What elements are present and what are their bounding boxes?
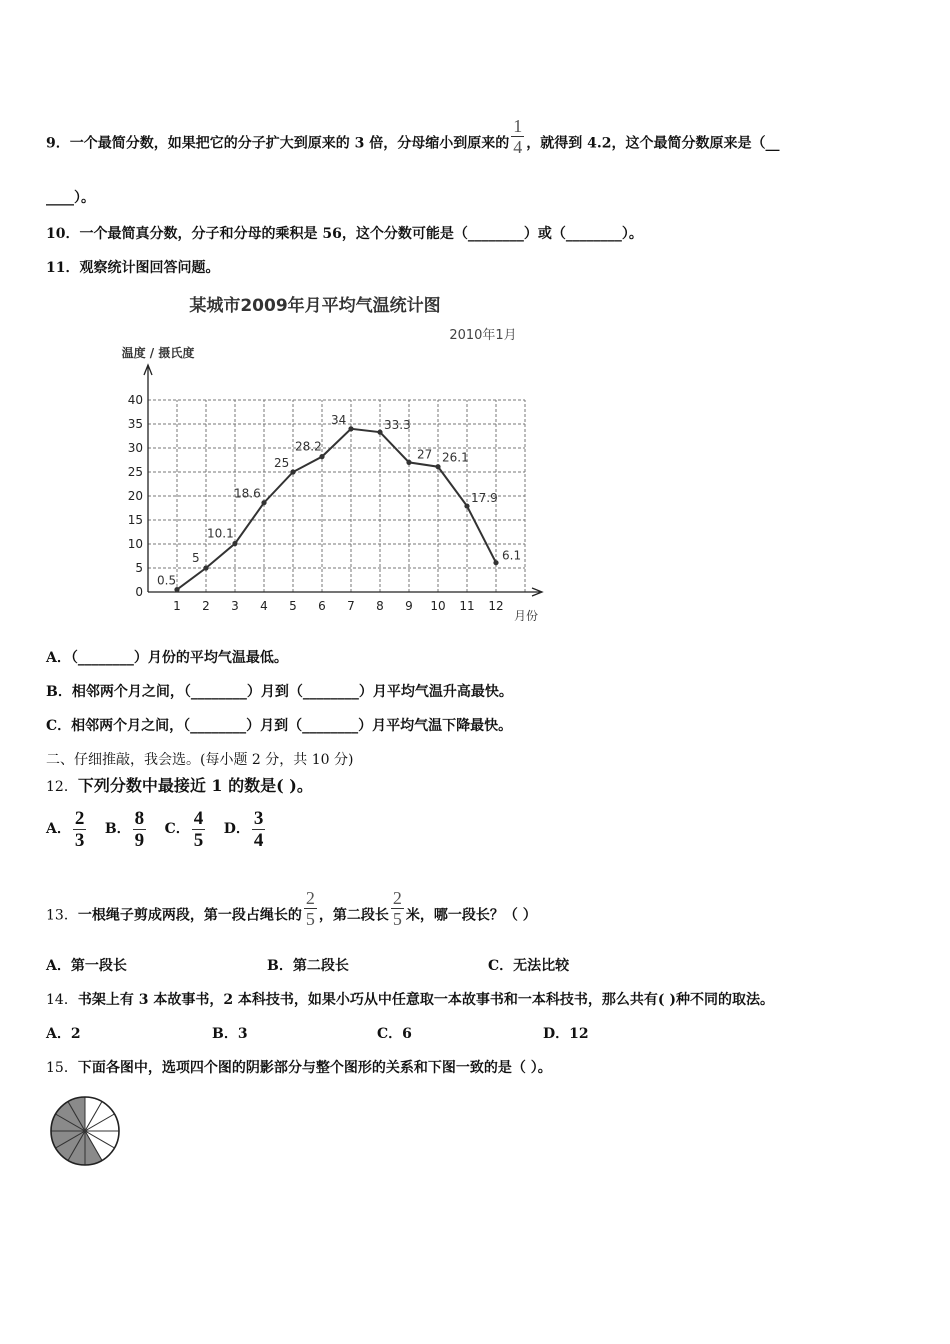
chart-series	[157, 413, 521, 592]
q14-option-b: B．3	[212, 1026, 248, 1042]
fraction	[252, 809, 266, 850]
data-label: 6.1	[502, 548, 522, 563]
question-14	[46, 990, 774, 1010]
question-9	[46, 116, 780, 163]
y-tick-label: 40	[127, 393, 143, 407]
option-label: A．	[46, 821, 71, 837]
data-label: 18.6	[234, 486, 261, 501]
question-text: 一个最简分数，如果把它的分子扩大到原来的 3 倍，分母缩小到原来的	[69, 135, 510, 152]
q13-option-c: C．无法比较	[488, 958, 570, 974]
question-13	[46, 888, 537, 935]
x-tick-label: 11	[459, 599, 475, 613]
question-12	[46, 775, 313, 798]
temperature-line-chart	[100, 285, 560, 630]
x-tick-label: 7	[347, 599, 355, 613]
question-text: 观察统计图回答问题。	[79, 260, 220, 276]
fraction-denominator: 3	[74, 829, 85, 851]
fraction-denominator: 9	[134, 829, 145, 851]
q14-option-a: A．2	[46, 1026, 81, 1042]
q14-option-d: D．12	[543, 1026, 589, 1042]
y-axis-label: 温度 / 摄氏度	[121, 346, 195, 360]
x-tick-label: 1	[173, 599, 181, 613]
option-label: C．	[164, 821, 190, 837]
x-tick-label: 4	[260, 599, 268, 613]
data-point	[406, 460, 411, 465]
q12-option-d	[224, 806, 268, 852]
data-label: 33.3	[384, 418, 411, 433]
fraction-denominator: 4	[253, 829, 264, 851]
fraction	[391, 889, 404, 928]
y-tick-label: 10	[127, 537, 143, 551]
question-11	[46, 258, 219, 278]
x-tick-label: 8	[376, 599, 384, 613]
y-tick-label: 5	[135, 561, 143, 575]
y-tick-label: 30	[127, 441, 143, 455]
question-text: ，就得到 4.2，这个最简分数原来是（__	[526, 135, 780, 152]
q11-option-b: B．相邻两个月之间，（________）月到（________）月平均气温升高最快。	[46, 684, 513, 700]
data-point	[377, 430, 382, 435]
data-label: 27	[417, 447, 433, 462]
data-point	[261, 500, 266, 505]
data-label: 10.1	[207, 526, 234, 541]
data-label: 26.1	[442, 450, 469, 465]
fraction-numerator: 2	[305, 888, 315, 908]
chart-title: 某城市2009年月平均气温统计图	[189, 296, 441, 316]
data-label: 28.2	[295, 439, 322, 454]
q12-option-c	[165, 806, 208, 852]
fraction-denominator: 5	[392, 909, 402, 929]
fraction-numerator: 2	[74, 807, 85, 829]
data-label: 0.5	[157, 573, 177, 588]
x-tick-label: 6	[318, 599, 326, 613]
q12-option-a	[46, 806, 88, 852]
data-point	[435, 464, 440, 469]
q13-option-b: B．第二段长	[267, 958, 349, 974]
x-tick-label: 5	[289, 599, 297, 613]
y-tick-label: 15	[127, 513, 143, 527]
question-text: 一根绳子剪成两段，第一段占绳长的	[77, 907, 302, 924]
data-label: 17.9	[471, 491, 498, 506]
q11-option-a: A．（________）月份的平均气温最低。	[46, 650, 288, 666]
x-tick-label: 3	[231, 599, 239, 613]
fraction-numerator: 3	[253, 807, 264, 829]
option-label: B．	[104, 821, 131, 837]
data-point	[464, 503, 469, 508]
q13-option-a: A．第一段长	[46, 958, 127, 974]
y-tick-label: 20	[127, 489, 143, 503]
x-tick-label: 10	[430, 599, 446, 613]
x-tick-label: 12	[488, 599, 504, 613]
question-number: 13．	[46, 907, 78, 924]
q11-option-c: C．相邻两个月之间，（________）月到（________）月平均气温下降最快。	[46, 718, 513, 734]
y-tick-label: 35	[127, 417, 143, 431]
question-number: 9．	[46, 135, 70, 152]
fraction-numerator: 2	[392, 888, 402, 908]
question-text: 一个最简真分数，分子和分母的乘积是 56，这个分数可能是（________）或（________）。	[79, 226, 643, 242]
x-axis-label: 月份	[513, 609, 539, 623]
fraction-denominator: 5	[305, 909, 315, 929]
chart-subtitle: 2010年1月	[449, 328, 517, 343]
question-15	[46, 1058, 552, 1078]
fraction-numerator: 4	[193, 807, 204, 829]
data-point	[290, 469, 295, 474]
fraction	[133, 809, 147, 850]
question-number: 12．	[46, 779, 78, 795]
x-tick-label: 2	[202, 599, 210, 613]
y-tick-label: 25	[127, 465, 143, 479]
data-point	[319, 454, 324, 459]
question-text: 书架上有 3 本故事书，2 本科技书，如果小巧从中任意取一本故事书和一本科技书，那么共有( )种不同的取法。	[77, 992, 775, 1008]
chart-grid	[148, 400, 525, 592]
fraction-denominator: 5	[193, 829, 204, 851]
fraction-denominator: 4	[513, 137, 523, 157]
data-point	[232, 541, 237, 546]
fraction-numerator: 8	[134, 807, 145, 829]
data-label: 25	[274, 456, 290, 470]
data-point	[203, 565, 208, 570]
fraction	[192, 809, 206, 850]
fraction-numerator: 1	[513, 116, 523, 136]
shaded-circle-figure	[48, 1094, 122, 1168]
question-number: 15．	[46, 1060, 78, 1076]
y-tick-label: 0	[135, 585, 143, 599]
question-text: ，第二段长	[318, 907, 389, 924]
question-9-continued: ____）。	[46, 190, 95, 206]
fraction	[511, 117, 524, 156]
chart-tick-labels	[128, 393, 504, 613]
q14-option-c: C．6	[377, 1026, 412, 1042]
question-10	[46, 224, 643, 244]
x-tick-label: 9	[405, 599, 413, 613]
data-point	[174, 587, 179, 592]
data-label: 34	[331, 412, 347, 427]
q12-options	[46, 806, 279, 852]
data-label: 5	[192, 551, 200, 565]
section-2-heading: 二、仔细推敲，我会选。(每小题 2 分，共 10 分)	[46, 752, 354, 768]
fraction	[73, 809, 87, 850]
option-label: D．	[223, 821, 250, 837]
question-number: 11．	[46, 260, 80, 276]
fraction	[304, 889, 317, 928]
q12-option-b	[105, 806, 148, 852]
question-text: 米，哪一段长？（ ）	[405, 907, 537, 924]
question-number: 14．	[46, 992, 78, 1008]
question-number: 10．	[46, 226, 80, 242]
question-text: 下列分数中最接近 1 的数是( )。	[77, 776, 313, 795]
data-point	[493, 560, 498, 565]
question-text: 下面各图中，选项四个图的阴影部分与整个图形的关系和下图一致的是（ ）。	[77, 1060, 552, 1076]
data-point	[348, 426, 353, 431]
